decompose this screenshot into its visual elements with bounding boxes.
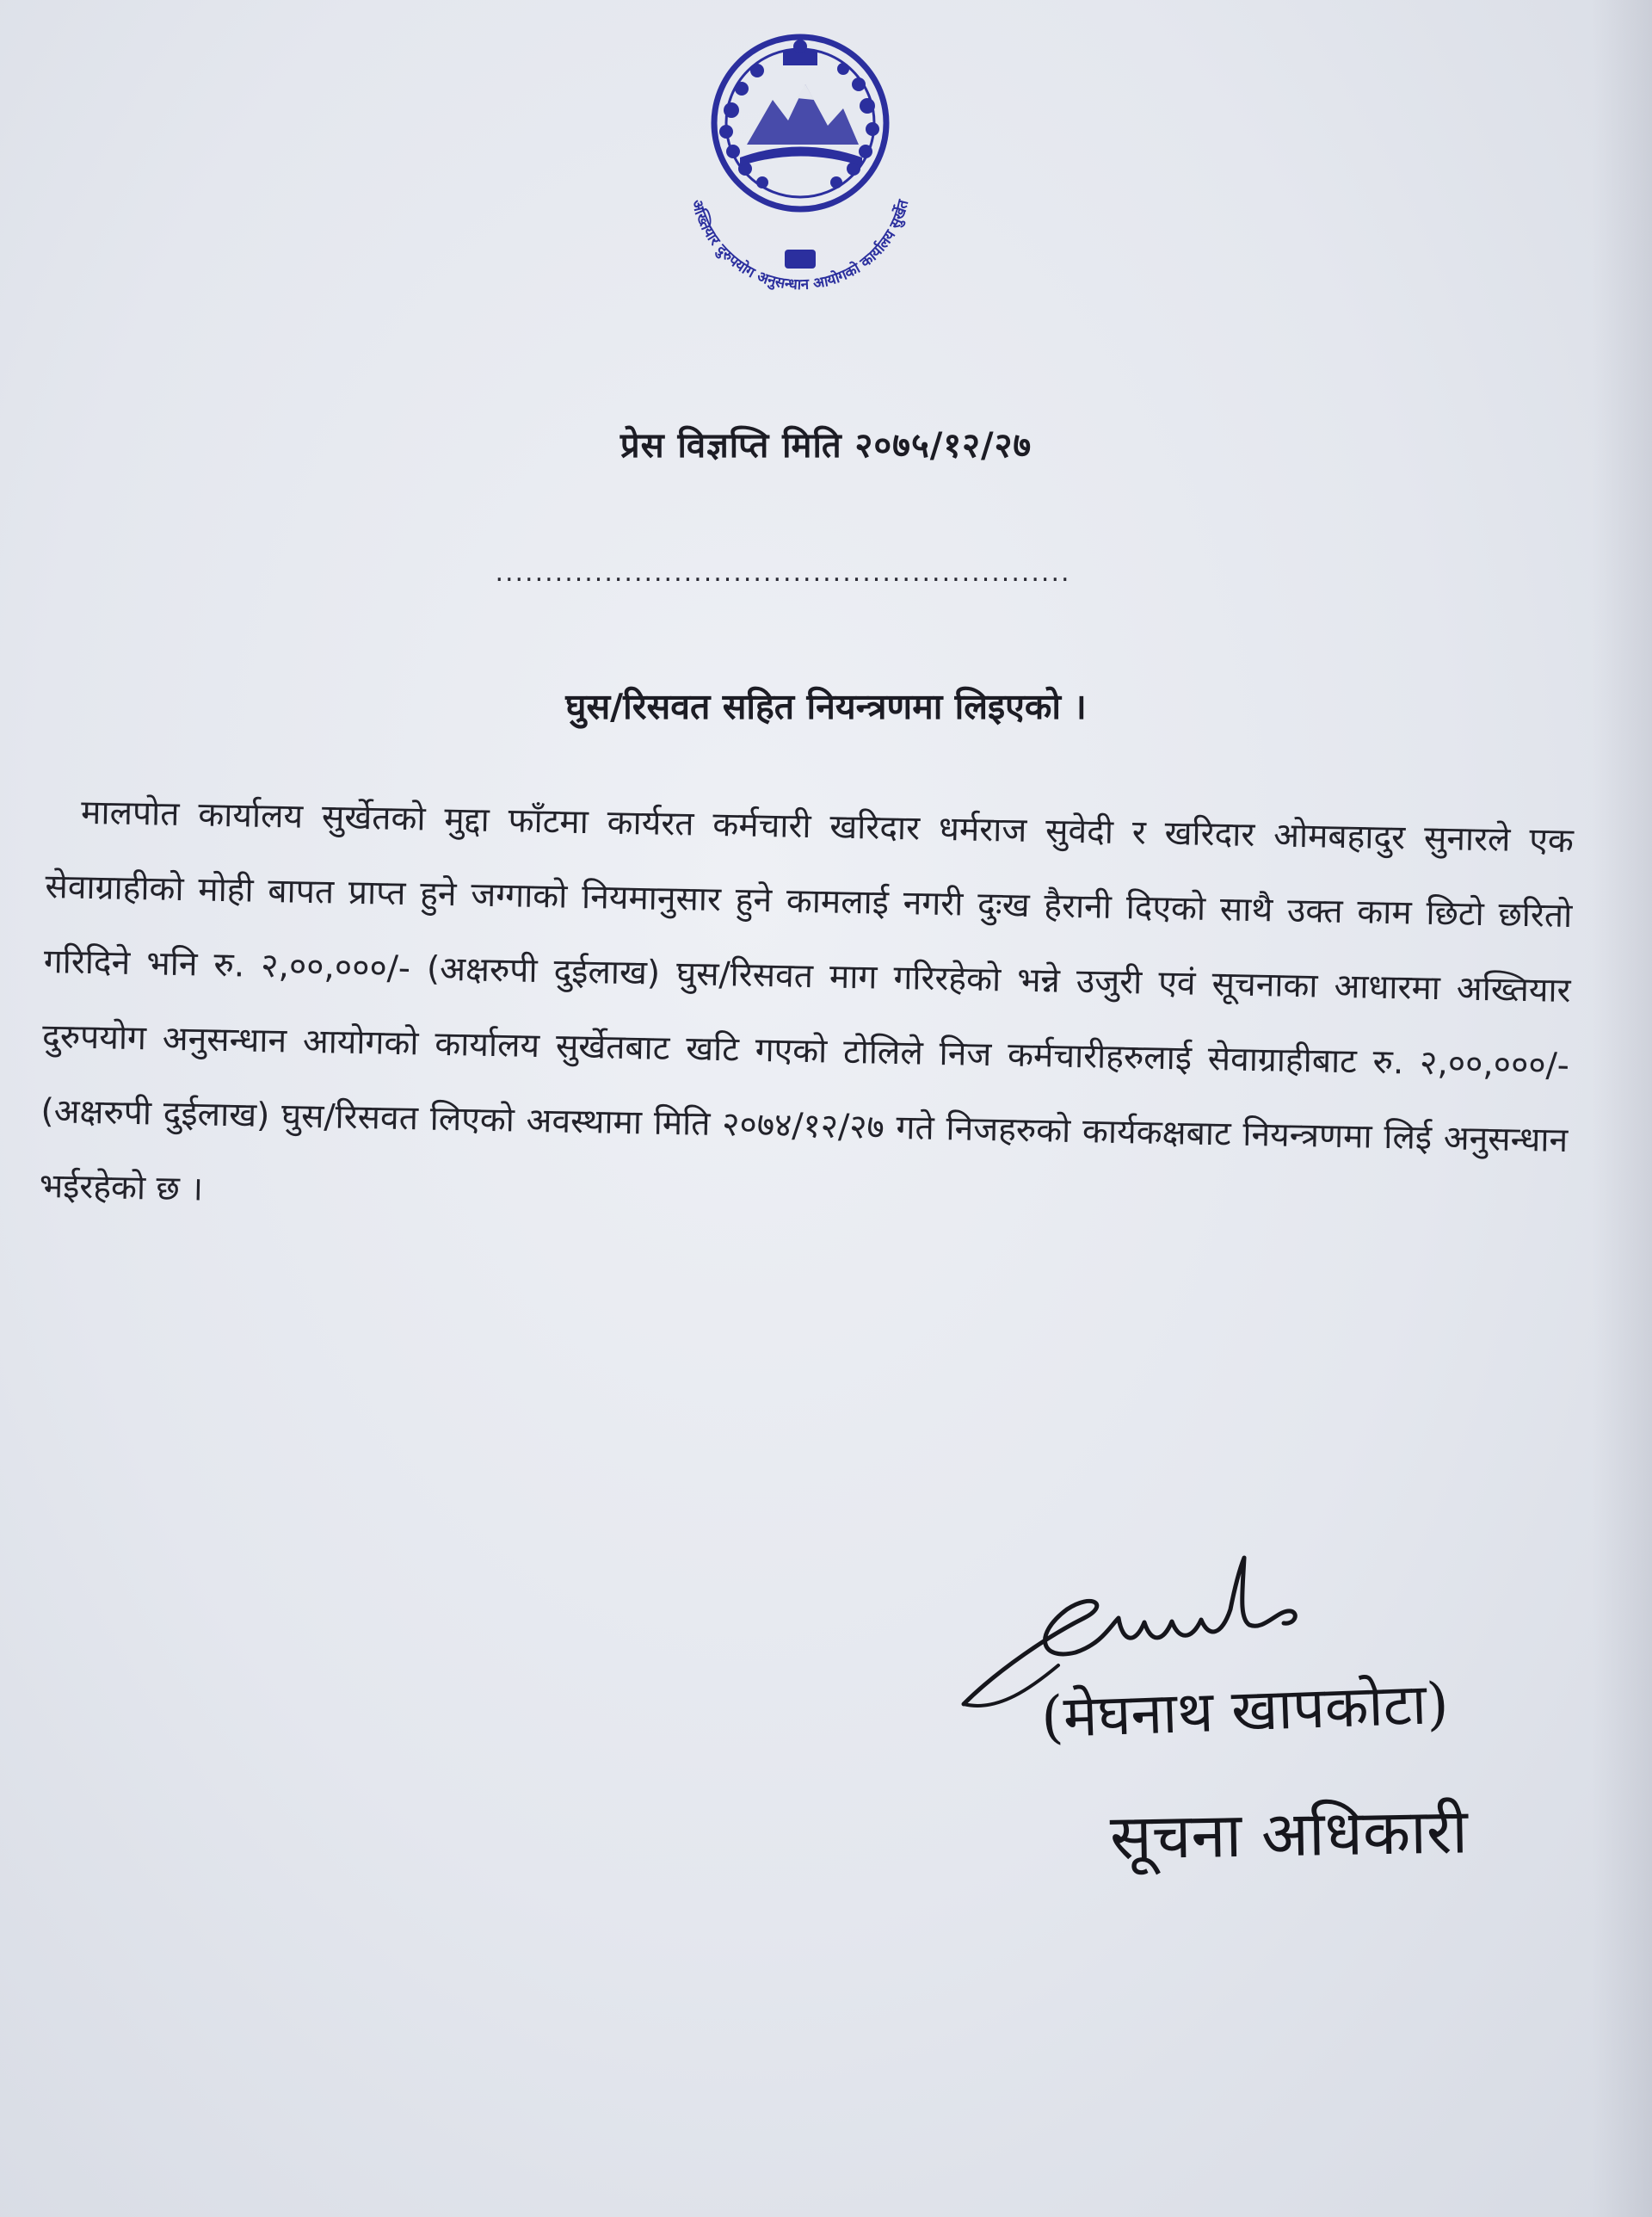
press-release-title: घुस/रिसवत सहित नियन्त्रणमा लिइएको । — [565, 686, 1087, 727]
signatory-role: सूचना अधिकारी — [1109, 1794, 1469, 1874]
signatory-name: (मेघनाथ खापकोटा) — [1039, 1670, 1450, 1751]
press-release-heading: प्रेस विज्ञप्ति मिति २०७५/१२/२७ — [620, 426, 1032, 466]
commission-emblem-stamp — [637, 15, 964, 300]
emblem-text: अख्तियार दुरुपयोग अनुसन्धान आयोगको कार्यालय सुर्खेत — [687, 198, 913, 294]
dotted-separator: .......................................................... — [495, 558, 1071, 588]
press-release-body: मालपोत कार्यालय सुर्खेतको मुद्दा फाँटमा कार्यरत कर्मचारी खरिदार धर्मराज सुवेदी र खरिदार ओमबहादुर सुनारले एक सेवाग्राहीको मोही बापत प्राप्त हुने जग्गाको नियमानुसार हुने कामलाई नगरी दुःख हैरानी दिएको साथै उक्त काम छिटो छरितो गरिदिने भनि रु. २,००,०००/- (अक्षरुपी दुईलाख) घुस/रिसवत माग गरिरहेको भन्ने उजुरी एवं सूचनाका आधारमा अख्तियार दुरुपयोग अनुसन्धान आयोगको कार्यालय सुर्खेतबाट खटि गएको टोलिले निज कर्मचारीहरुलाई सेवाग्राहीबाट रु. २,००,०००/- (अक्षरुपी दुईलाख) घुस/रिसवत लिएको अवस्थामा मिति २०७४/१२/२७ गते निजहरुको कार्यकक्षबाट नियन्त्रणमा लिई अनुसन्धान भईरहेको छ । — [39, 793, 1575, 1209]
